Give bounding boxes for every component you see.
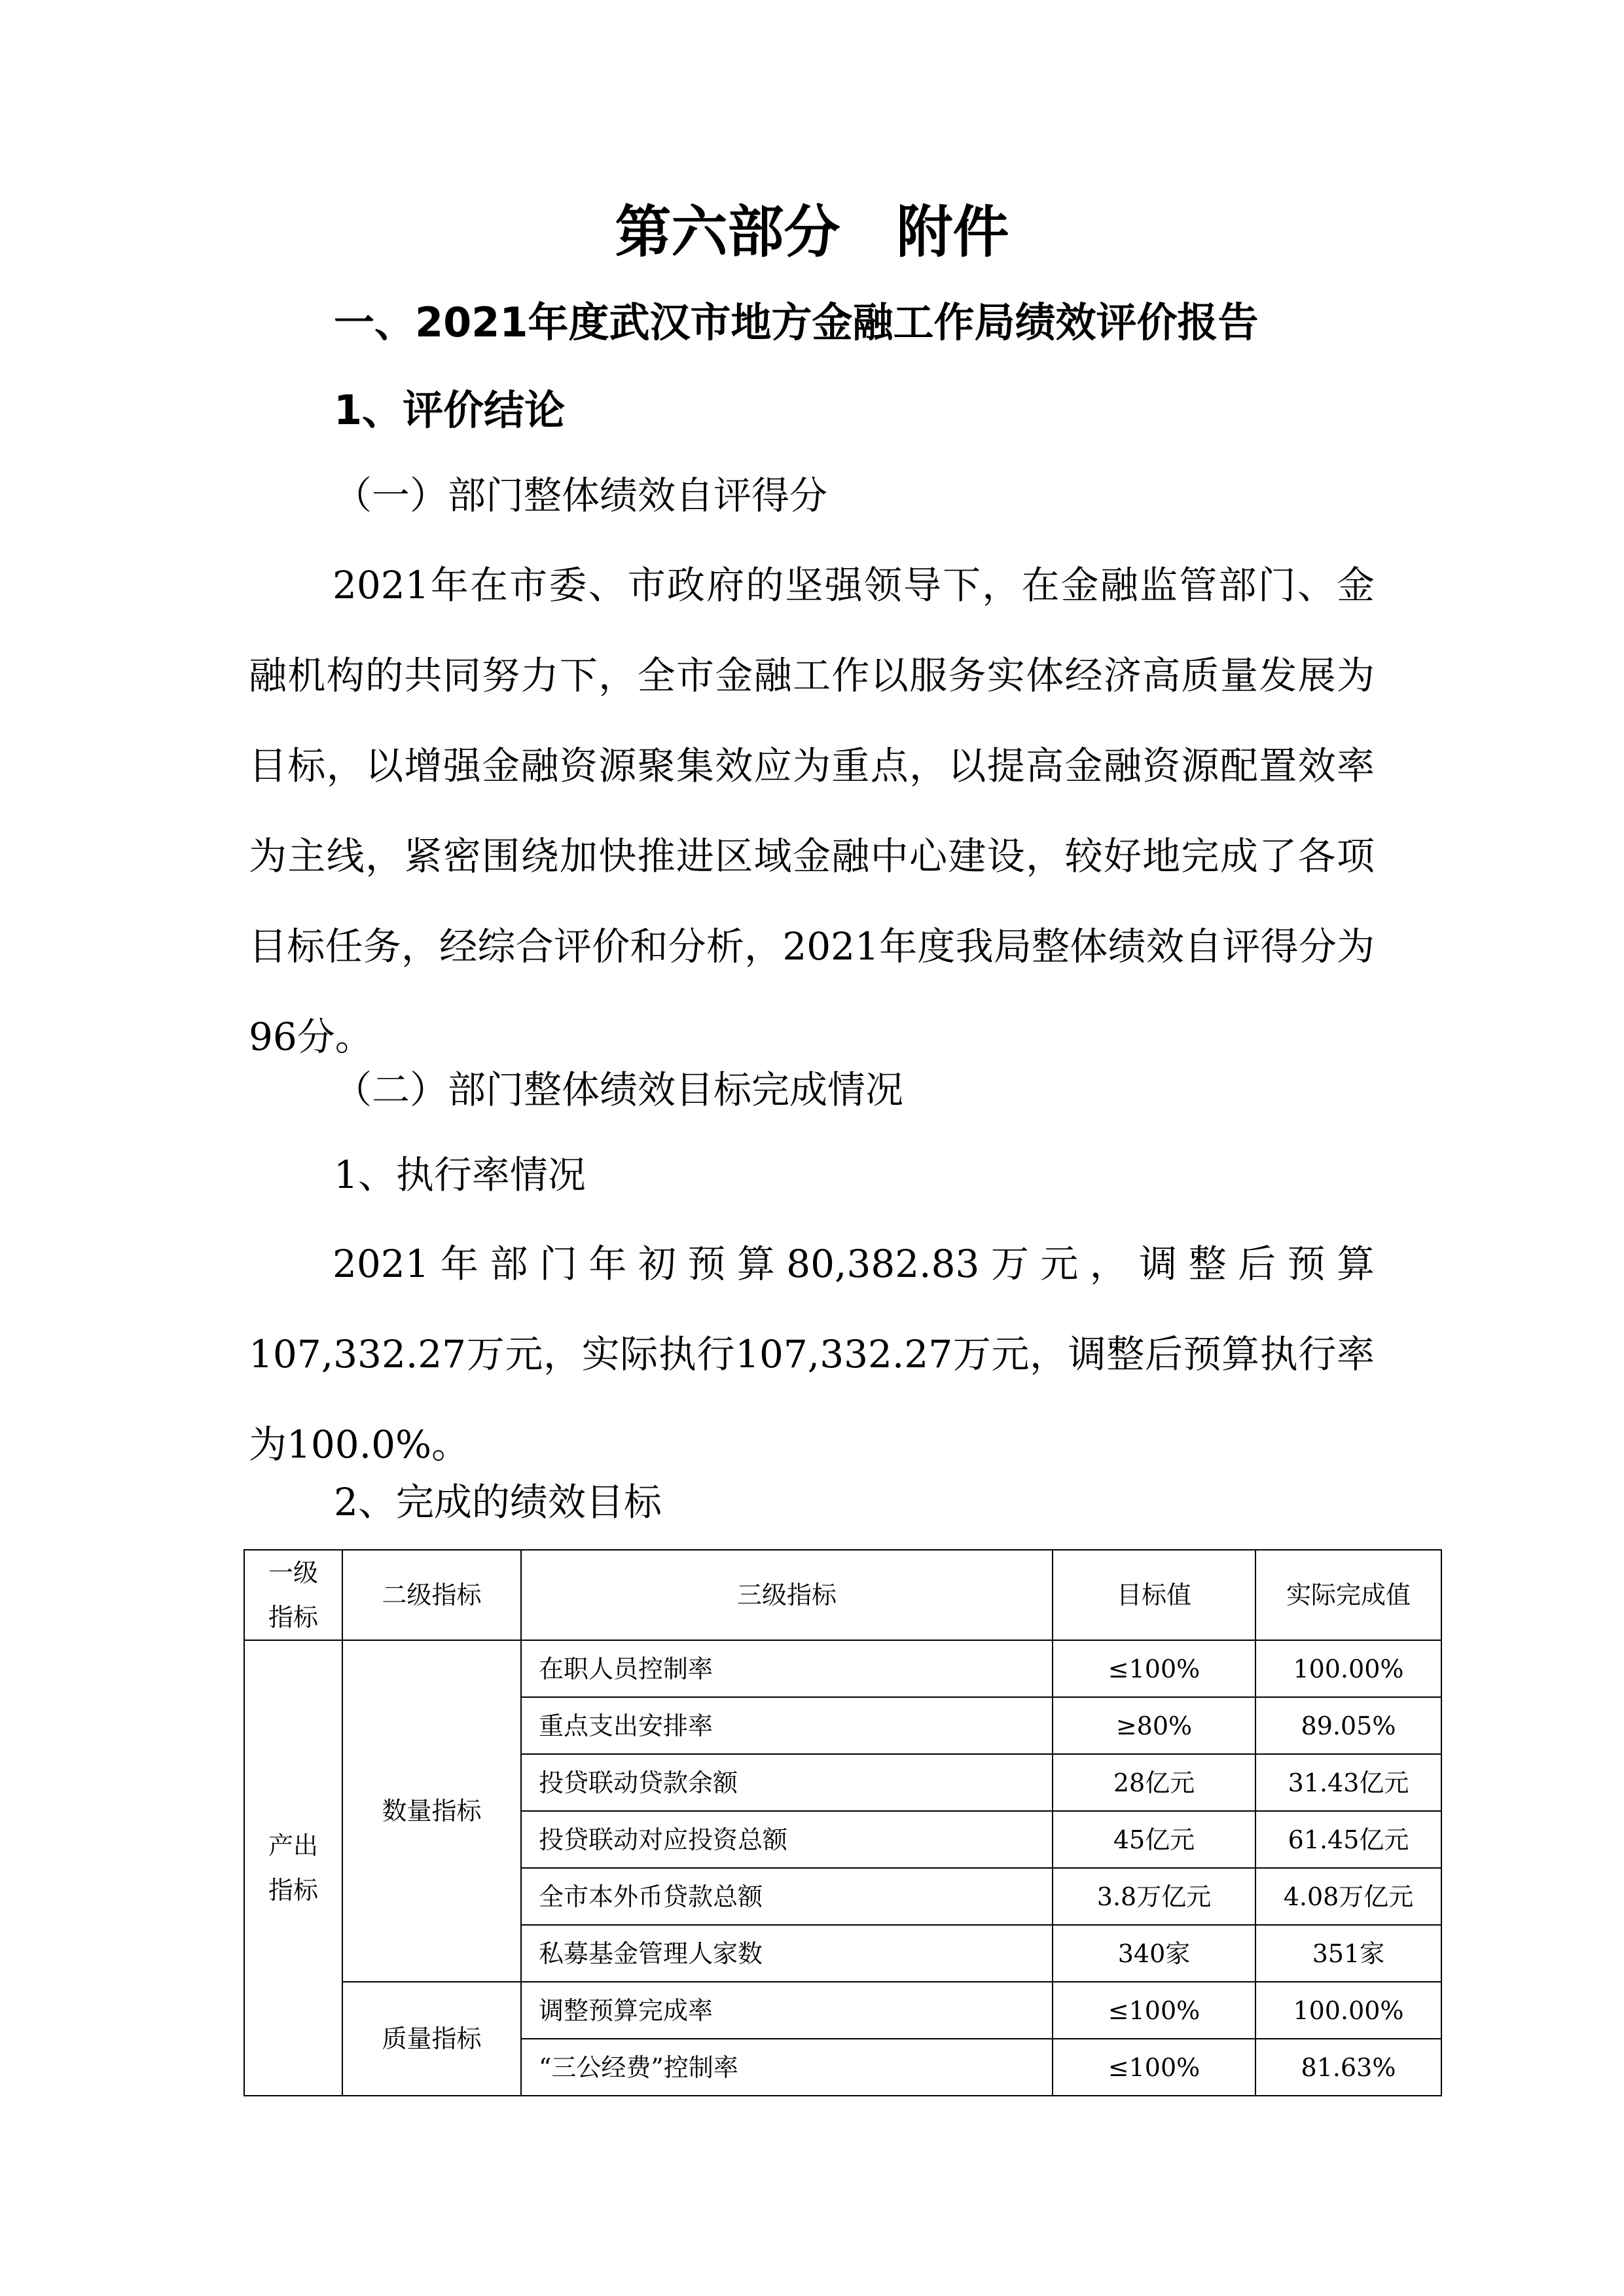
group-line1: 产出 (268, 1831, 318, 1860)
group-line2: 指标 (268, 1876, 318, 1905)
table-row (244, 1640, 1441, 1697)
indicator-cell: “三公经费”控制率 (521, 2039, 1053, 2096)
indicator-cell: 全市本外币贷款总额 (521, 1868, 1053, 1925)
table-header-row (244, 1550, 1441, 1640)
actual-cell: 81.63% (1255, 2039, 1441, 2096)
indicator-cell: 在职人员控制率 (521, 1640, 1053, 1697)
report-title: 一、2021年度武汉市地方金融工作局绩效评价报告 (334, 298, 1259, 346)
section-heading-evaluation-conclusion: 1、评价结论 (334, 386, 566, 434)
target-cell: 340家 (1053, 1925, 1255, 1982)
indicator-cell: 投贷联动贷款余额 (521, 1754, 1053, 1811)
item-heading-completed-targets: 2、完成的绩效目标 (334, 1480, 662, 1524)
header-target: 目标值 (1053, 1550, 1255, 1640)
table-row (244, 1982, 1441, 2039)
target-cell: 28亿元 (1053, 1754, 1255, 1811)
actual-cell: 4.08万亿元 (1255, 1868, 1441, 1925)
actual-cell: 61.45亿元 (1255, 1811, 1441, 1868)
target-cell: ≤100% (1053, 1640, 1255, 1697)
indicator-cell: 投贷联动对应投资总额 (521, 1811, 1053, 1868)
page-title: 第六部分 附件 (615, 200, 1009, 265)
actual-cell: 89.05% (1255, 1697, 1441, 1754)
paragraph-self-score: 2021年在市委、市政府的坚强领导下，在金融监管部门、金融机构的共同努力下，全市金融工作以服务实体经济高质量发展为目标，以增强金融资源聚集效应为重点，以提高金融资源配置效率为主线，紧密围绕加快推进区域金融中心建设，较好地完成了各项目标任务，经综合评价和分析，2021年度我局整体绩效自评得分为96分。 (249, 563, 1375, 1059)
item-heading-execution-rate: 1、执行率情况 (334, 1153, 586, 1197)
subsection-heading-self-score: （一）部门整体绩效自评得分 (334, 473, 828, 518)
indicator-cell: 重点支出安排率 (521, 1697, 1053, 1754)
header-level1 (244, 1550, 342, 1640)
actual-cell: 100.00% (1255, 1982, 1441, 2039)
actual-cell: 31.43亿元 (1255, 1754, 1441, 1811)
header-level1-line1: 一级 (268, 1558, 318, 1587)
group-output-indicator (244, 1640, 342, 2096)
target-cell: ≥80% (1053, 1697, 1255, 1754)
header-level3: 三级指标 (521, 1550, 1053, 1640)
subsection-heading-target-completion: （二）部门整体绩效目标完成情况 (334, 1067, 904, 1112)
actual-cell: 351家 (1255, 1925, 1441, 1982)
header-level2: 二级指标 (342, 1550, 521, 1640)
subgroup-quality: 质量指标 (342, 1982, 521, 2096)
header-actual: 实际完成值 (1255, 1550, 1441, 1640)
performance-table (244, 1549, 1442, 2096)
subgroup-quantity: 数量指标 (342, 1640, 521, 1982)
header-level1-line2: 指标 (268, 1603, 318, 1632)
target-cell: ≤100% (1053, 1982, 1255, 2039)
indicator-cell: 私募基金管理人家数 (521, 1925, 1053, 1982)
target-cell: 45亿元 (1053, 1811, 1255, 1868)
performance-table-container (244, 1549, 1441, 2096)
paragraph-execution-rate: 2021年部门年初预算80,382.83万元，调整后预算107,332.27万元，实际执行107,332.27万元，调整后预算执行率为100.0%。 (249, 1242, 1375, 1467)
target-cell: ≤100% (1053, 2039, 1255, 2096)
indicator-cell: 调整预算完成率 (521, 1982, 1053, 2039)
actual-cell: 100.00% (1255, 1640, 1441, 1697)
target-cell: 3.8万亿元 (1053, 1868, 1255, 1925)
